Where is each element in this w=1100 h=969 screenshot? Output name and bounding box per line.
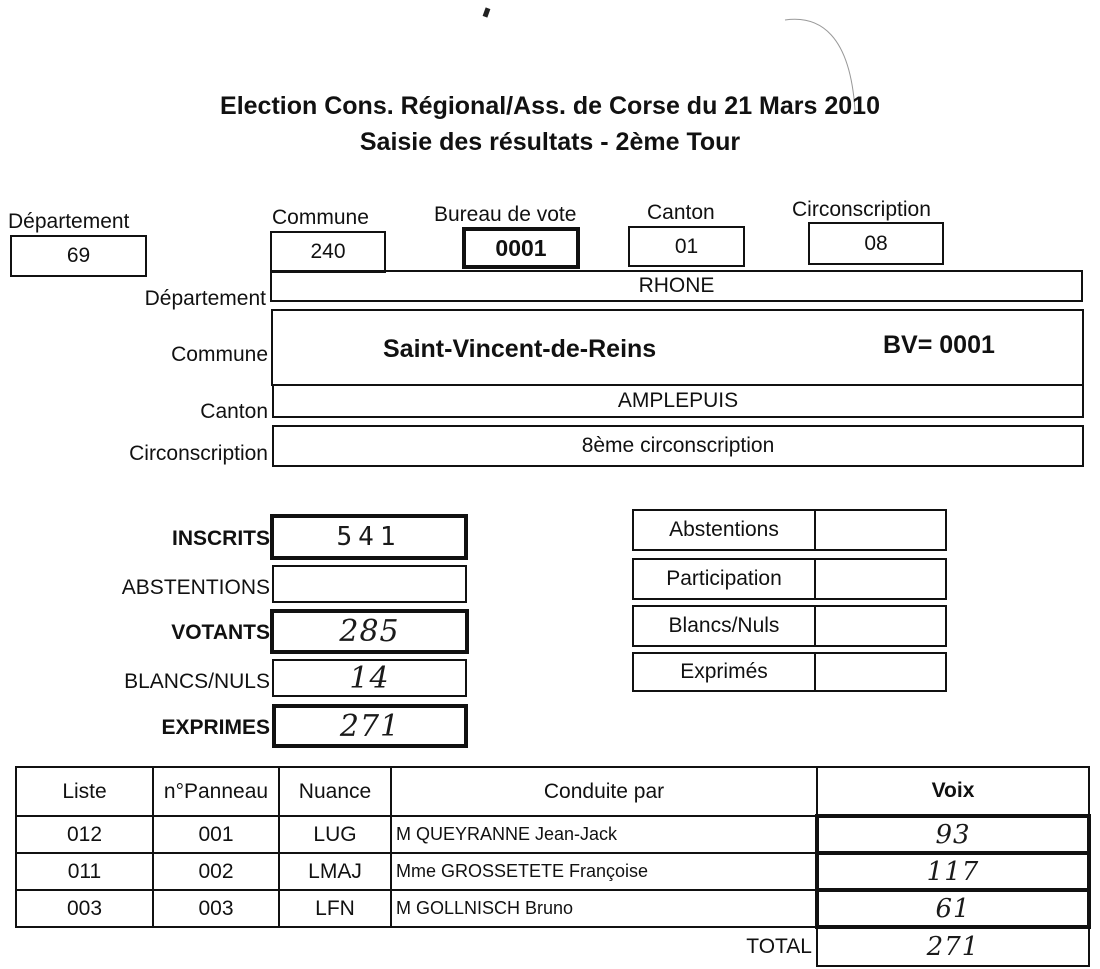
code-bureau-label: Bureau de vote [434, 203, 577, 226]
cell-liste: 012 [16, 816, 153, 853]
cell-voix[interactable] [817, 853, 1089, 890]
voix-handwritten-value: 117 [926, 856, 980, 887]
cell-panneau: 002 [153, 853, 279, 890]
cell-conduite: M QUEYRANNE Jean-Jack [391, 816, 817, 853]
table-row [16, 853, 1089, 890]
blancs-nuls-field[interactable] [272, 659, 467, 697]
stat-blancs-nuls[interactable] [632, 605, 947, 647]
code-circonscription-field[interactable]: 08 [808, 222, 944, 265]
stat-participation-label: Participation [634, 560, 816, 598]
stat-participation[interactable] [632, 558, 947, 600]
code-commune-label: Commune [272, 206, 369, 229]
stat-exprimes[interactable] [632, 652, 947, 692]
stat-blancs-nuls-value [816, 607, 945, 645]
inscrits-label: INSCRITS [171, 527, 270, 550]
cell-liste: 011 [16, 853, 153, 890]
cell-conduite: M GOLLNISCH Bruno [391, 890, 817, 927]
total-handwritten-value: 271 [926, 932, 980, 962]
exprimes-handwritten-value: 271 [339, 708, 401, 744]
cell-conduite: Mme GROSSETETE Françoise [391, 853, 817, 890]
total-row [16, 927, 1089, 966]
results-header-row [16, 767, 1089, 816]
cell-voix[interactable] [817, 890, 1089, 927]
blancs-nuls-label: BLANCS/NULS [124, 670, 270, 693]
code-canton-label: Canton [647, 201, 715, 224]
votants-field[interactable] [270, 609, 469, 654]
voix-handwritten-value: 93 [935, 819, 971, 850]
stat-abstentions[interactable] [632, 509, 947, 551]
name-commune-label: Commune [171, 343, 268, 366]
commune-name: Saint-Vincent-de-Reins [383, 335, 657, 363]
name-departement-field[interactable]: RHONE [270, 270, 1083, 302]
name-departement-label: Département [144, 287, 266, 310]
votants-label: VOTANTS [171, 621, 270, 644]
total-value-cell[interactable] [817, 927, 1089, 966]
code-departement-field[interactable]: 69 [10, 235, 147, 277]
inscrits-field[interactable] [270, 514, 468, 560]
total-label: TOTAL [746, 935, 812, 958]
cell-panneau: 003 [153, 890, 279, 927]
votants-handwritten-value: 285 [339, 614, 400, 649]
col-voix: Voix [817, 767, 1089, 816]
form-title: Election Cons. Régional/Ass. de Corse du 21 Mars 2010 [220, 92, 880, 120]
table-row [16, 890, 1089, 927]
cell-nuance: LMAJ [279, 853, 391, 890]
stat-exprimes-value [816, 654, 945, 690]
code-canton-field[interactable]: 01 [628, 226, 745, 267]
stat-exprimes-label: Exprimés [634, 654, 816, 690]
name-canton-label: Canton [200, 400, 268, 423]
name-canton-field[interactable]: AMPLEPUIS [272, 384, 1084, 418]
cell-nuance: LFN [279, 890, 391, 927]
blancs-nuls-handwritten-value: 14 [349, 660, 390, 696]
table-row [16, 816, 1089, 853]
stat-participation-value [816, 560, 945, 598]
form-subtitle: Saisie des résultats - 2ème Tour [359, 128, 741, 156]
stat-blancs-nuls-label: Blancs/Nuls [634, 607, 816, 645]
col-liste: Liste [16, 767, 153, 816]
name-circonscription-field[interactable]: 8ème circonscription [272, 425, 1084, 467]
code-commune-field[interactable]: 240 [270, 231, 386, 273]
inscrits-handwritten-value: 541 [336, 522, 402, 552]
abstentions-label: ABSTENTIONS [121, 576, 270, 599]
name-commune-field[interactable] [271, 309, 1084, 386]
col-nuance: Nuance [279, 767, 391, 816]
col-panneau: n°Panneau [153, 767, 279, 816]
exprimes-field[interactable] [272, 704, 468, 748]
stat-abstentions-label: Abstentions [634, 511, 816, 549]
col-conduite: Conduite par [391, 767, 817, 816]
cell-voix[interactable] [817, 816, 1089, 853]
cell-liste: 003 [16, 890, 153, 927]
code-bureau-field[interactable]: 0001 [462, 227, 580, 269]
commune-bv: BV= 0001 [883, 331, 995, 359]
code-circonscription-label: Circonscription [792, 198, 931, 221]
stat-abstentions-value [816, 511, 945, 549]
results-table [15, 766, 1091, 967]
exprimes-label: EXPRIMES [161, 716, 270, 739]
code-departement-label: Département [8, 210, 130, 233]
cell-nuance: LUG [279, 816, 391, 853]
cell-panneau: 001 [153, 816, 279, 853]
abstentions-field[interactable] [272, 565, 467, 603]
name-circonscription-label: Circonscription [129, 442, 268, 465]
voix-handwritten-value: 61 [935, 893, 971, 924]
ink-mark [483, 7, 491, 17]
